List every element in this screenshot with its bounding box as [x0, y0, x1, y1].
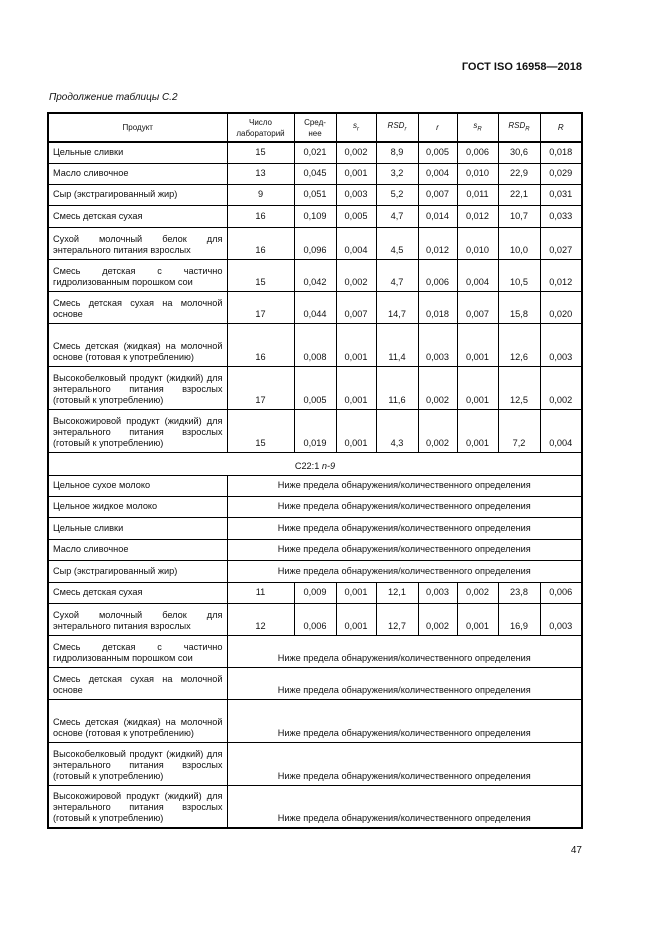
cell-sR: 0,011: [457, 184, 498, 205]
cell-mean: 0,005: [294, 366, 336, 409]
cell-rsdR: 23,8: [498, 582, 540, 603]
cell-mean: 0,109: [294, 205, 336, 227]
cell-r: 0,005: [418, 142, 457, 163]
cell-sR: 0,010: [457, 227, 498, 259]
cell-rsdr: 14,7: [376, 291, 418, 323]
cell-sR: 0,006: [457, 142, 498, 163]
table-row: [48, 291, 582, 323]
table-row: [48, 496, 582, 517]
cell-sr: 0,001: [336, 163, 376, 184]
col-header-labs: Число лабораторий: [227, 113, 294, 142]
table-row: [48, 785, 582, 828]
cell-rsdR: 16,9: [498, 603, 540, 635]
cell-product: Цельное жидкое молоко: [48, 496, 227, 517]
cell-sr: 0,007: [336, 291, 376, 323]
cell-product: Смесь детская (жидкая) на молочной основе (готовая к употреблению): [48, 323, 227, 366]
cell-mean: 0,019: [294, 409, 336, 452]
table-row: [48, 517, 582, 539]
cell-mean: 0,042: [294, 259, 336, 291]
cell-product: Масло сливочное: [48, 539, 227, 560]
cell-rsdR: 30,6: [498, 142, 540, 163]
cell-r: 0,003: [418, 582, 457, 603]
cell-labs: 16: [227, 227, 294, 259]
cell-sr: 0,005: [336, 205, 376, 227]
cell-R: 0,031: [540, 184, 582, 205]
col-header-mean: Сред-нее: [294, 113, 336, 142]
cell-product: Сыр (экстрагированный жир): [48, 184, 227, 205]
page-number: 47: [570, 845, 582, 856]
cell-rsdR: 12,5: [498, 366, 540, 409]
cell-sr: 0,002: [336, 142, 376, 163]
cell-mean: 0,008: [294, 323, 336, 366]
cell-labs: 17: [227, 291, 294, 323]
section-title: C22:1 n-9: [48, 452, 582, 475]
cell-r: 0,003: [418, 323, 457, 366]
cell-sR: 0,004: [457, 259, 498, 291]
cell-product: Высокобелковый продукт (жидкий) для энтерального питания взрослых (готовый к употреблению): [48, 742, 227, 785]
cell-detection-note: Ниже предела обнаружения/количественного определения: [227, 742, 582, 785]
cell-R: 0,033: [540, 205, 582, 227]
table-row: [48, 560, 582, 582]
cell-rsdr: 5,2: [376, 184, 418, 205]
table-row: [48, 227, 582, 259]
cell-rsdr: 12,7: [376, 603, 418, 635]
cell-sr: 0,001: [336, 582, 376, 603]
col-header-sr: $s_r$: [336, 113, 376, 142]
table-row: [48, 409, 582, 452]
cell-sr: 0,001: [336, 409, 376, 452]
cell-product: Высокожировой продукт (жидкий) для энтерального питания взрослых (готовый к употреблению): [48, 409, 227, 452]
cell-sr: 0,003: [336, 184, 376, 205]
col-header-rsdR: $RSD_R$: [498, 113, 540, 142]
cell-sR: 0,007: [457, 291, 498, 323]
cell-product: Высокобелковый продукт (жидкий) для энтерального питания взрослых (готовый к употреблению): [48, 366, 227, 409]
cell-r: 0,002: [418, 603, 457, 635]
cell-sR: 0,001: [457, 603, 498, 635]
cell-r: 0,004: [418, 163, 457, 184]
col-header-product: Продукт: [48, 113, 227, 142]
cell-rsdR: 10,7: [498, 205, 540, 227]
col-header-rsdr: $RSD_r$: [376, 113, 418, 142]
cell-labs: 15: [227, 142, 294, 163]
table-row: [48, 699, 582, 742]
cell-R: 0,003: [540, 323, 582, 366]
col-header-sR: $s_R$: [457, 113, 498, 142]
table-row: [48, 142, 582, 163]
cell-detection-note: Ниже предела обнаружения/количественного определения: [227, 699, 582, 742]
cell-product: Сухой молочный белок для энтерального питания взрослых: [48, 227, 227, 259]
cell-labs: 9: [227, 184, 294, 205]
table-row: [48, 205, 582, 227]
cell-R: 0,029: [540, 163, 582, 184]
table-row: [48, 635, 582, 667]
cell-sR: 0,001: [457, 366, 498, 409]
cell-labs: 16: [227, 323, 294, 366]
cell-R: 0,027: [540, 227, 582, 259]
table-row: [48, 742, 582, 785]
cell-sr: 0,001: [336, 323, 376, 366]
table-row: [48, 163, 582, 184]
cell-r: 0,006: [418, 259, 457, 291]
cell-rsdR: 7,2: [498, 409, 540, 452]
cell-sr: 0,001: [336, 366, 376, 409]
cell-rsdr: 4,7: [376, 259, 418, 291]
cell-R: 0,018: [540, 142, 582, 163]
cell-product: Смесь детская сухая на молочной основе: [48, 291, 227, 323]
cell-rsdR: 22,1: [498, 184, 540, 205]
cell-detection-note: Ниже предела обнаружения/количественного определения: [227, 560, 582, 582]
cell-detection-note: Ниже предела обнаружения/количественного определения: [227, 635, 582, 667]
cell-r: 0,002: [418, 366, 457, 409]
cell-R: 0,002: [540, 366, 582, 409]
cell-product: Масло сливочное: [48, 163, 227, 184]
cell-sr: 0,004: [336, 227, 376, 259]
cell-product: Сухой молочный белок для энтерального питания взрослых: [48, 603, 227, 635]
table-caption: Продолжение таблицы С.2: [49, 92, 178, 103]
cell-rsdr: 8,9: [376, 142, 418, 163]
table-row: [48, 603, 582, 635]
cell-rsdR: 10,5: [498, 259, 540, 291]
results-table: [47, 112, 583, 829]
cell-mean: 0,051: [294, 184, 336, 205]
cell-detection-note: Ниже предела обнаружения/количественного определения: [227, 475, 582, 496]
cell-detection-note: Ниже предела обнаружения/количественного определения: [227, 539, 582, 560]
table-row: [48, 475, 582, 496]
cell-labs: 12: [227, 603, 294, 635]
cell-product: Смесь детская с частично гидролизованным порошком сои: [48, 635, 227, 667]
cell-r: 0,012: [418, 227, 457, 259]
cell-rsdr: 4,5: [376, 227, 418, 259]
table-row: [48, 582, 582, 603]
cell-mean: 0,044: [294, 291, 336, 323]
cell-mean: 0,021: [294, 142, 336, 163]
cell-labs: 13: [227, 163, 294, 184]
col-header-r: r: [418, 113, 457, 142]
cell-rsdr: 12,1: [376, 582, 418, 603]
cell-R: 0,006: [540, 582, 582, 603]
cell-rsdr: 11,4: [376, 323, 418, 366]
cell-rsdr: 3,2: [376, 163, 418, 184]
col-header-R: R: [540, 113, 582, 142]
table-row: [48, 259, 582, 291]
cell-labs: 16: [227, 205, 294, 227]
cell-r: 0,002: [418, 409, 457, 452]
table-row: [48, 539, 582, 560]
cell-mean: 0,006: [294, 603, 336, 635]
cell-mean: 0,009: [294, 582, 336, 603]
cell-R: 0,012: [540, 259, 582, 291]
cell-sR: 0,010: [457, 163, 498, 184]
section-row: [48, 452, 582, 475]
cell-product: Цельное сухое молоко: [48, 475, 227, 496]
cell-product: Смесь детская (жидкая) на молочной основе (готовая к употреблению): [48, 699, 227, 742]
cell-rsdr: 4,7: [376, 205, 418, 227]
cell-detection-note: Ниже предела обнаружения/количественного определения: [227, 517, 582, 539]
cell-R: 0,003: [540, 603, 582, 635]
cell-rsdr: 11,6: [376, 366, 418, 409]
cell-mean: 0,045: [294, 163, 336, 184]
cell-mean: 0,096: [294, 227, 336, 259]
cell-R: 0,004: [540, 409, 582, 452]
cell-rsdR: 15,8: [498, 291, 540, 323]
cell-sR: 0,012: [457, 205, 498, 227]
cell-product: Смесь детская сухая на молочной основе: [48, 667, 227, 699]
cell-r: 0,007: [418, 184, 457, 205]
cell-r: 0,014: [418, 205, 457, 227]
cell-product: Смесь детская сухая: [48, 582, 227, 603]
cell-product: Сыр (экстрагированный жир): [48, 560, 227, 582]
cell-labs: 15: [227, 409, 294, 452]
cell-labs: 11: [227, 582, 294, 603]
cell-rsdR: 10,0: [498, 227, 540, 259]
table-row: [48, 366, 582, 409]
cell-sr: 0,002: [336, 259, 376, 291]
cell-sr: 0,001: [336, 603, 376, 635]
cell-detection-note: Ниже предела обнаружения/количественного определения: [227, 785, 582, 828]
table-header-row: [48, 113, 582, 142]
cell-R: 0,020: [540, 291, 582, 323]
cell-sR: 0,002: [457, 582, 498, 603]
cell-rsdR: 22,9: [498, 163, 540, 184]
cell-product: Смесь детская сухая: [48, 205, 227, 227]
cell-sR: 0,001: [457, 323, 498, 366]
table-row: [48, 184, 582, 205]
cell-rsdR: 12,6: [498, 323, 540, 366]
cell-sR: 0,001: [457, 409, 498, 452]
cell-labs: 17: [227, 366, 294, 409]
cell-detection-note: Ниже предела обнаружения/количественного определения: [227, 667, 582, 699]
cell-product: Высокожировой продукт (жидкий) для энтерального питания взрослых (готовый к употреблению): [48, 785, 227, 828]
table-row: [48, 323, 582, 366]
cell-product: Цельные сливки: [48, 517, 227, 539]
cell-detection-note: Ниже предела обнаружения/количественного определения: [227, 496, 582, 517]
document-code: ГОСТ ISO 16958—2018: [461, 61, 582, 73]
cell-labs: 15: [227, 259, 294, 291]
cell-rsdr: 4,3: [376, 409, 418, 452]
cell-r: 0,018: [418, 291, 457, 323]
cell-product: Смесь детская с частично гидролизованным порошком сои: [48, 259, 227, 291]
cell-product: Цельные сливки: [48, 142, 227, 163]
table-row: [48, 667, 582, 699]
